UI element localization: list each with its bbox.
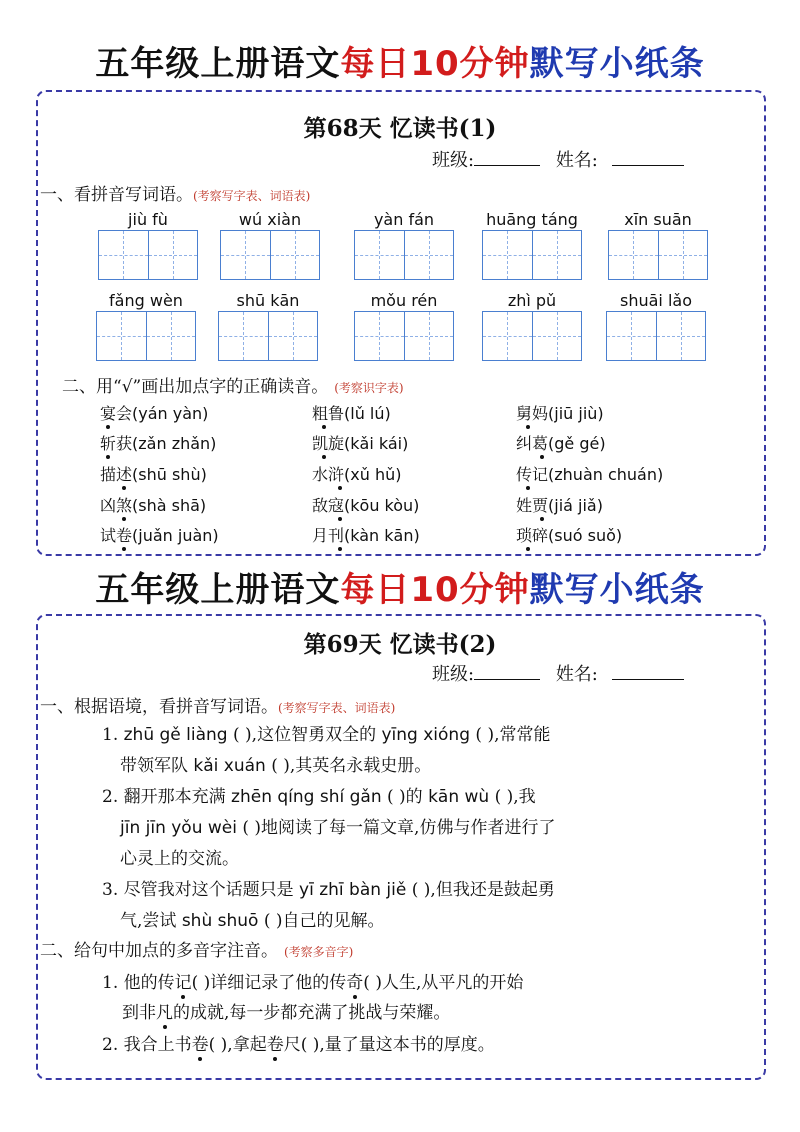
- reading-options: (jiá jiǎ): [548, 496, 603, 515]
- word: 试卷: [100, 526, 133, 545]
- day68-class-name-row: [432, 146, 684, 172]
- pinyin-label: xīn suān: [624, 210, 692, 229]
- reading-options: (shà shā): [132, 496, 207, 515]
- q-pinyin: yīng xióng: [381, 725, 470, 745]
- pinyin-label: fǎng wèn: [109, 291, 183, 310]
- name-label: 姓名:: [555, 150, 598, 171]
- reading-options: (kǎi kái): [344, 434, 409, 453]
- q-text: 的成就,每一步都充满了挑战与荣耀。: [173, 1003, 451, 1023]
- day69-section2-title: [40, 936, 353, 961]
- question-line: [122, 998, 450, 1023]
- question-line: [102, 875, 555, 900]
- reading-item[interactable]: [312, 431, 408, 454]
- answer-blank[interactable]: ( )地阅读了每一篇文章,仿佛与作者进行了: [236, 818, 556, 838]
- day69-title: 第69天 忆读书(2): [303, 631, 497, 658]
- day69-class-name-row: [432, 660, 684, 686]
- section-note: (考察识字表): [334, 381, 404, 395]
- question-line: [102, 968, 523, 993]
- writing-grid[interactable]: [606, 311, 706, 361]
- emphasis-dot: [122, 517, 126, 521]
- header-dictation: 默写小纸条: [529, 44, 705, 84]
- sheet-header: [0, 36, 800, 85]
- day68-section1-title: [40, 180, 310, 205]
- q-text: 2. 我合上书: [102, 1035, 192, 1055]
- pinyin-label: shuāi lǎo: [620, 291, 692, 310]
- emphasis-dot: [338, 486, 342, 490]
- word: 宴会: [100, 404, 133, 423]
- question-line: [102, 782, 536, 807]
- word: 斩获: [100, 434, 133, 453]
- reading-item[interactable]: [312, 523, 420, 546]
- question-line: [102, 720, 550, 745]
- writing-grid[interactable]: [482, 311, 582, 361]
- q-text: 1.: [102, 725, 124, 745]
- dotted-char: 记: [175, 968, 192, 993]
- answer-blank[interactable]: ( ),这位智勇双全的: [227, 725, 382, 745]
- writing-grid[interactable]: [96, 311, 196, 361]
- pinyin-label: wú xiàn: [238, 210, 302, 229]
- q-pinyin: jīn jīn yǒu wèi: [120, 818, 237, 838]
- name-field[interactable]: [612, 661, 684, 680]
- name-field[interactable]: [612, 147, 684, 166]
- sheet-header: [0, 562, 800, 611]
- word: 月刊: [312, 526, 345, 545]
- emphasis-dot: [338, 547, 342, 551]
- class-label: 班级:: [432, 150, 475, 171]
- q-pinyin: zhēn qíng shí gǎn: [231, 787, 382, 807]
- reading-options: (jiū jiù): [548, 404, 604, 423]
- pinyin-label: mǒu rén: [370, 291, 438, 310]
- answer-blank[interactable]: ( ),拿起: [208, 1035, 267, 1055]
- pinyin-label: zhì pǔ: [507, 291, 557, 310]
- header-grade: 五年级上册语文: [95, 570, 341, 610]
- reading-item[interactable]: [100, 462, 207, 485]
- writing-grid[interactable]: [482, 230, 582, 280]
- emphasis-dot: [322, 425, 326, 429]
- class-field[interactable]: [474, 147, 540, 166]
- reading-options: (suó suǒ): [548, 526, 623, 545]
- reading-item[interactable]: [100, 523, 219, 546]
- word: 凯旋: [312, 434, 345, 453]
- class-label: 班级:: [432, 664, 475, 685]
- q-text: 气,尝试: [120, 911, 182, 931]
- question-line: [120, 906, 385, 931]
- reading-item[interactable]: [516, 462, 663, 485]
- writing-grid[interactable]: [98, 230, 198, 280]
- reading-item[interactable]: [516, 493, 603, 516]
- section-note: (考察写字表、词语表): [193, 189, 311, 203]
- question-line: [120, 751, 431, 776]
- reading-options: (kàn kān): [344, 526, 420, 545]
- q-pinyin: yī zhī bàn jiě: [299, 880, 407, 900]
- section-note: (考察写字表、词语表): [278, 701, 396, 715]
- reading-item[interactable]: [516, 401, 604, 424]
- word: 姓贾: [516, 496, 549, 515]
- reading-options: (yán yàn): [132, 404, 209, 423]
- section-title-text: 二、给句中加点的多音字注音。: [40, 941, 278, 961]
- answer-blank[interactable]: ( )人生,从平凡的开始: [363, 973, 524, 993]
- reading-item[interactable]: [100, 431, 216, 454]
- pinyin-label: jiù fù: [128, 210, 168, 229]
- reading-item[interactable]: [516, 523, 622, 546]
- answer-blank[interactable]: ( ),我: [489, 787, 536, 807]
- q-text: 2. 翻开那本充满: [102, 787, 232, 807]
- answer-blank[interactable]: ( ),常常能: [470, 725, 551, 745]
- emphasis-dot: [526, 425, 530, 429]
- section-title-text: 一、根据语境，看拼音写词语。: [40, 697, 278, 717]
- emphasis-dot: [526, 547, 530, 551]
- word: 传记: [516, 465, 549, 484]
- day69-section1-title: [40, 692, 395, 717]
- dotted-char: 卷: [192, 1030, 209, 1055]
- q-pinyin: kān wù: [428, 787, 490, 807]
- day68-section2-title: [62, 372, 404, 397]
- section-title-text: 二、用“√”画出加点字的正确读音。: [62, 377, 329, 397]
- word: 粗鲁: [312, 404, 345, 423]
- emphasis-dot: [122, 547, 126, 551]
- header-grade: 五年级上册语文: [95, 44, 341, 84]
- emphasis-dot: [540, 455, 544, 459]
- answer-blank[interactable]: 尺( ),量了量这本书的厚度。: [283, 1035, 495, 1055]
- reading-item[interactable]: [312, 462, 401, 485]
- word: 敌寇: [312, 496, 345, 515]
- dotted-char: 卷: [267, 1030, 284, 1055]
- header-dictation: 默写小纸条: [529, 570, 705, 610]
- answer-blank[interactable]: ( ),其英名永载史册。: [265, 756, 432, 776]
- question-line: [120, 813, 555, 838]
- section-title-text: 一、看拼音写词语。: [40, 185, 193, 205]
- q-pinyin: kǎi xuán: [193, 756, 266, 776]
- word: 舅妈: [516, 404, 549, 423]
- word: 凶煞: [100, 496, 133, 515]
- word: 琐碎: [516, 526, 549, 545]
- q-pinyin: zhū gě liàng: [123, 725, 228, 745]
- name-label: 姓名:: [555, 664, 598, 685]
- emphasis-dot: [322, 455, 326, 459]
- word: 描述: [100, 465, 133, 484]
- q-text: 带领军队: [120, 756, 194, 776]
- class-field[interactable]: [474, 661, 540, 680]
- q-text: 3. 尽管我对这个话题只是: [102, 880, 300, 900]
- question-line: [102, 1030, 495, 1055]
- pinyin-label: yàn fán: [373, 210, 435, 229]
- reading-item[interactable]: [516, 431, 606, 454]
- question-line: 心灵上的交流。: [120, 849, 239, 869]
- reading-options: (juǎn juàn): [132, 526, 219, 545]
- answer-blank[interactable]: ( ),但我还是鼓起勇: [406, 880, 555, 900]
- answer-blank[interactable]: ( )详细记录了他的传: [191, 973, 347, 993]
- reading-options: (shū shù): [132, 465, 207, 484]
- reading-options: (zhuàn chuán): [548, 465, 664, 484]
- emphasis-dot: [106, 425, 110, 429]
- answer-blank[interactable]: ( )的: [381, 787, 429, 807]
- emphasis-dot: [526, 486, 530, 490]
- reading-item[interactable]: [100, 401, 208, 424]
- emphasis-dot: [540, 517, 544, 521]
- header-daily: 每日10分钟: [340, 44, 530, 84]
- header-daily: 每日10分钟: [340, 570, 530, 610]
- answer-blank[interactable]: ( )自己的见解。: [258, 911, 385, 931]
- writing-grid[interactable]: [354, 311, 454, 361]
- dotted-char: 凡: [156, 998, 173, 1023]
- reading-item[interactable]: [100, 493, 206, 516]
- q-text: 到非: [122, 1003, 156, 1023]
- reading-item[interactable]: [312, 493, 419, 516]
- word: 纠葛: [516, 434, 549, 453]
- reading-options: (gě gé): [548, 434, 606, 453]
- pinyin-label: huāng táng: [486, 210, 578, 229]
- dotted-char: 奇: [346, 968, 363, 993]
- reading-item[interactable]: [312, 401, 391, 424]
- word: 水浒: [312, 465, 345, 484]
- reading-options: (kōu kòu): [344, 496, 420, 515]
- writing-grid[interactable]: [220, 230, 320, 280]
- writing-grid[interactable]: [354, 230, 454, 280]
- day68-title: 第68天 忆读书(1): [303, 115, 497, 142]
- section-note: (考察多音字): [284, 945, 354, 959]
- pinyin-label: shū kān: [236, 291, 300, 310]
- writing-grid[interactable]: [218, 311, 318, 361]
- q-pinyin: shù shuō: [181, 911, 259, 931]
- q-text: 1. 他的传: [102, 973, 175, 993]
- emphasis-dot: [106, 455, 110, 459]
- writing-grid[interactable]: [608, 230, 708, 280]
- reading-options: (zǎn zhǎn): [132, 434, 217, 453]
- reading-options: (xǔ hǔ): [344, 465, 402, 484]
- emphasis-dot: [122, 486, 126, 490]
- emphasis-dot: [338, 517, 342, 521]
- reading-options: (lǔ lú): [344, 404, 391, 423]
